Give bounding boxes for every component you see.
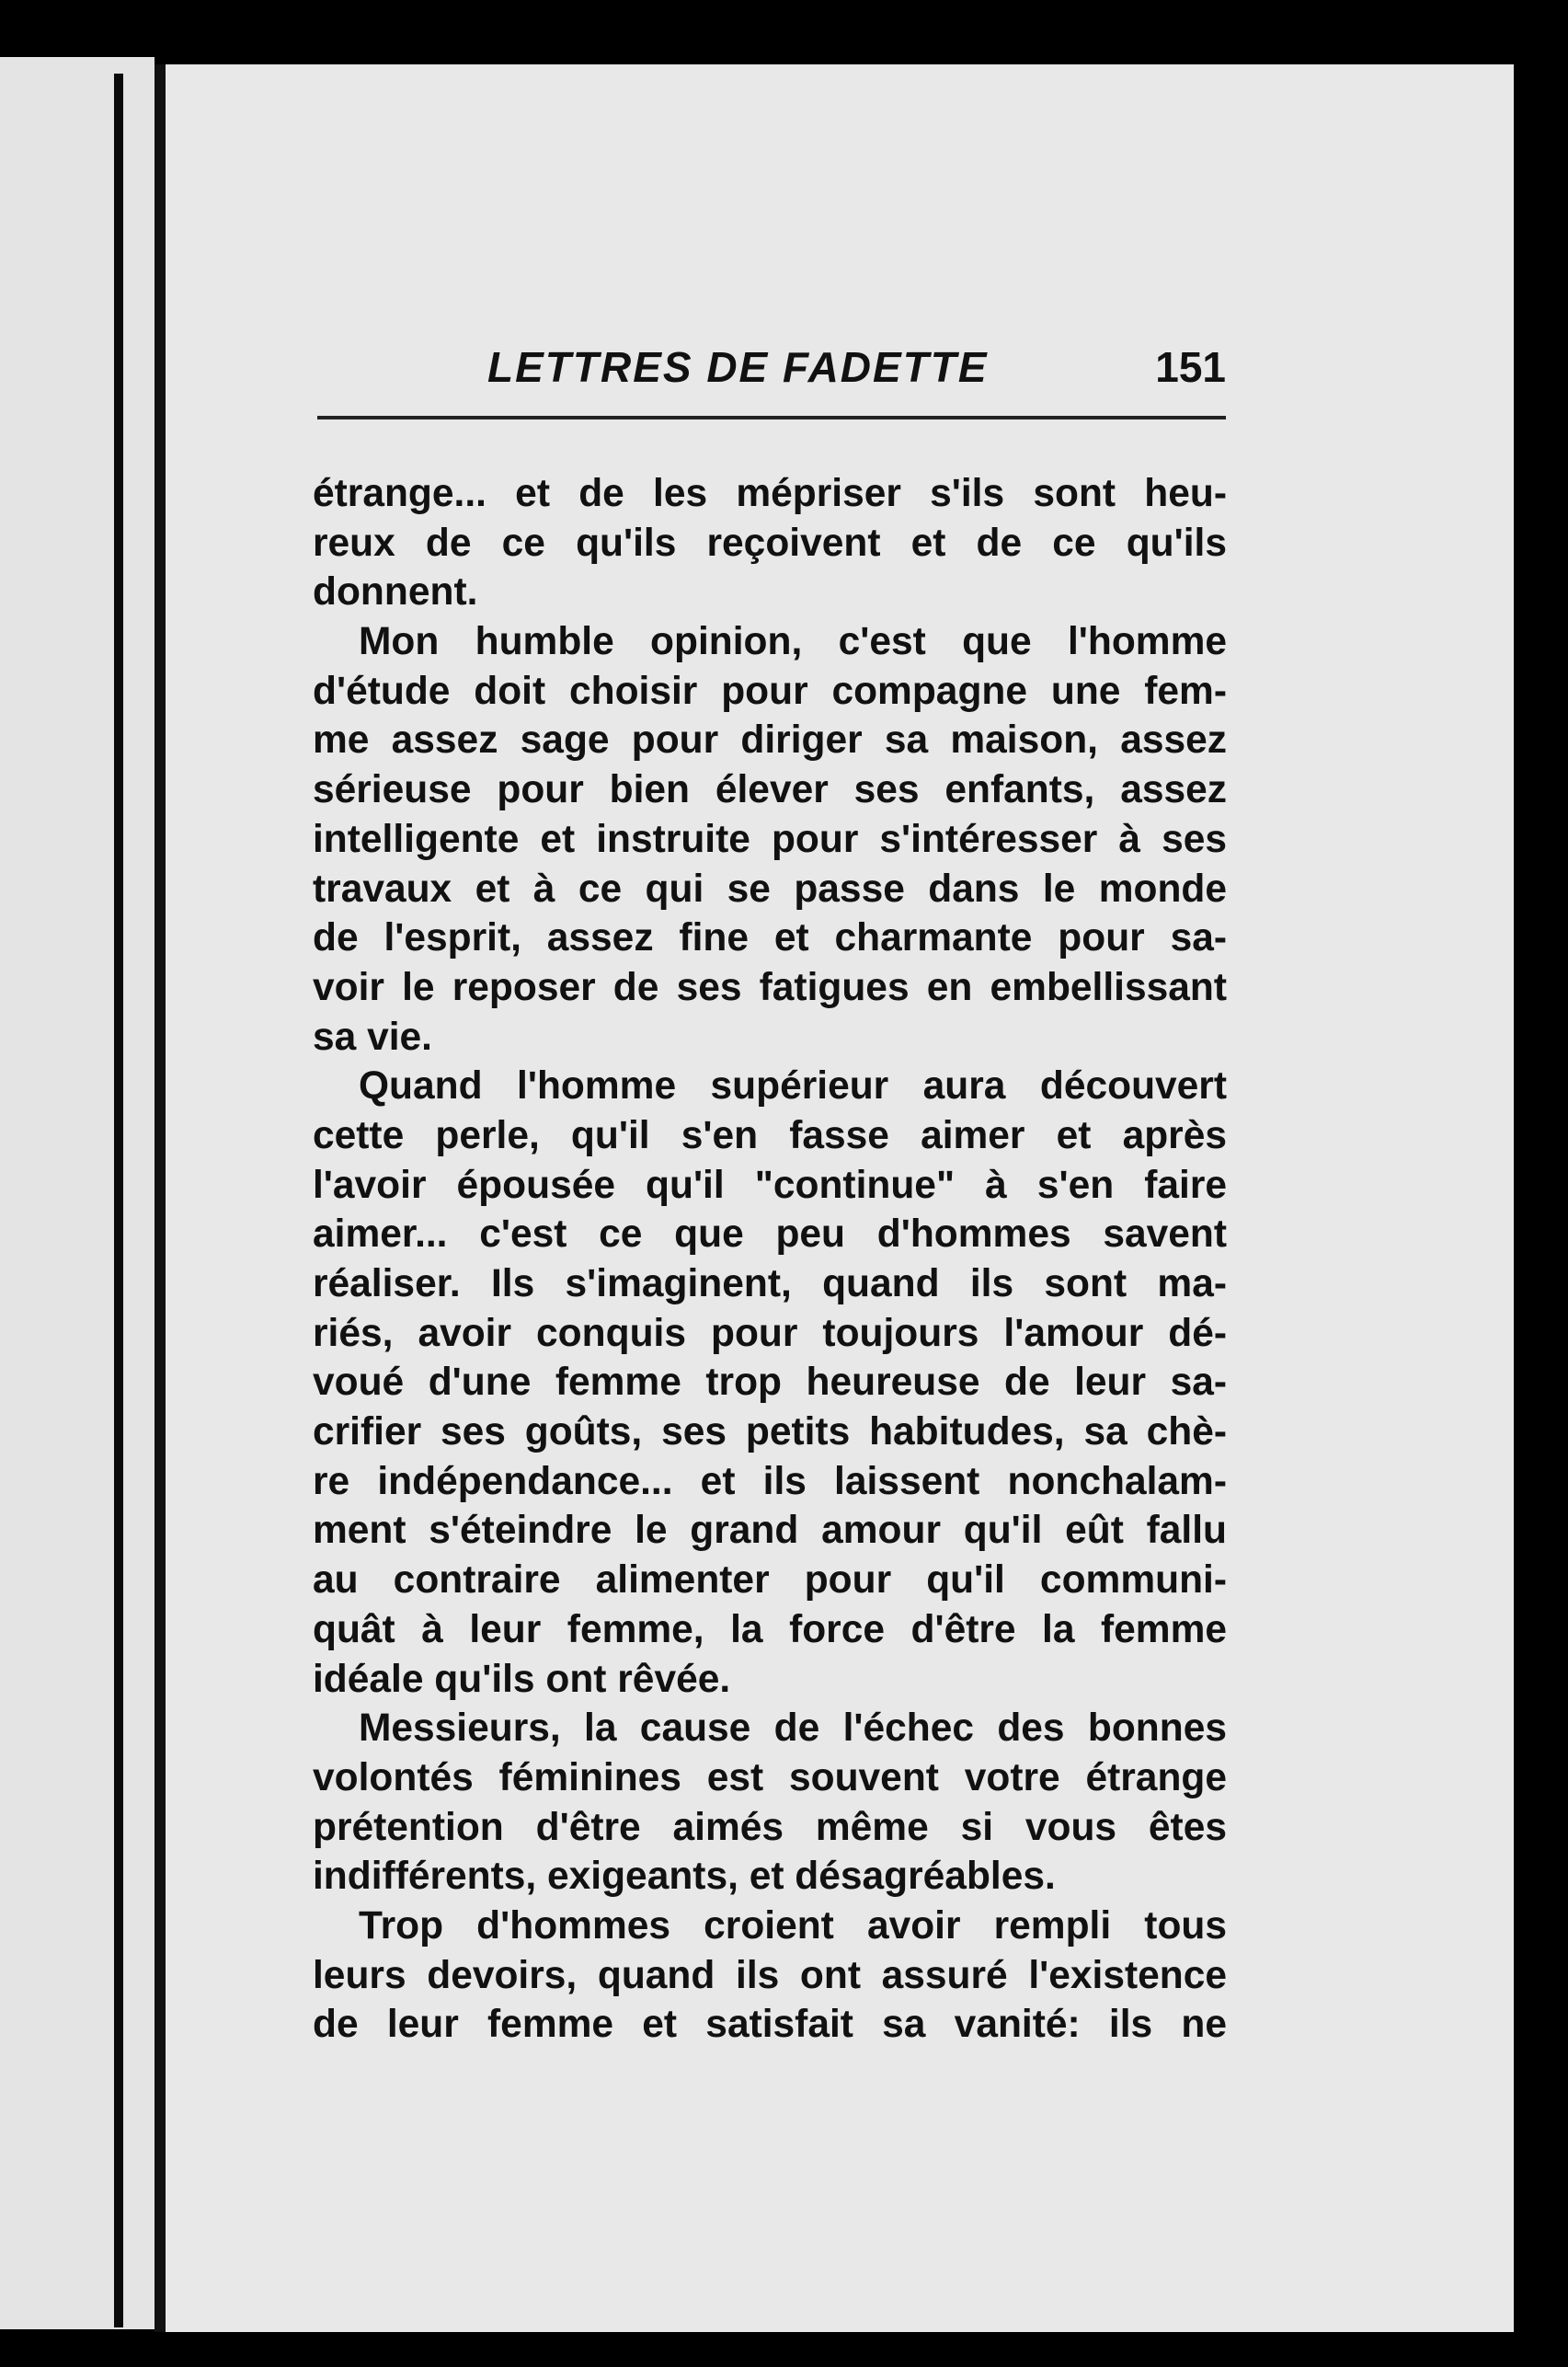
text-line: aimer... c'est ce que peu d'hommes savent — [313, 1212, 1227, 1257]
text-line: sérieuse pour bien élever ses enfants, assez — [313, 768, 1227, 812]
text-line: Quand l'homme supérieur aura découvert — [359, 1064, 1227, 1109]
text-line: l'avoir épousée qu'il "continue" à s'en faire — [313, 1163, 1227, 1207]
text-line: prétention d'être aimés même si vous êtes — [313, 1805, 1227, 1849]
text-line: étrange... et de les mépriser s'ils sont heu- — [313, 472, 1227, 515]
page-header — [317, 342, 1226, 407]
body-text — [313, 469, 1227, 2050]
text-line: riés, avoir conquis pour toujours l'amour dé- — [313, 1311, 1227, 1355]
text-line: Trop d'hommes croient avoir rempli tous — [359, 1903, 1227, 1948]
facing-page-edge — [0, 57, 155, 2329]
text-line: de l'esprit, assez fine et charmante pour sa- — [313, 916, 1227, 960]
text-line: volontés féminines est souvent votre étrange — [313, 1755, 1227, 1799]
text-line: au contraire alimenter pour qu'il communi- — [313, 1558, 1227, 1603]
text-line: cette perle, qu'il s'en fasse aimer et après — [313, 1113, 1227, 1157]
text-line: indifférents, exigeants, et désagréables. — [313, 1855, 1056, 1899]
text-line: re indépendance... et ils laissent nonchalam- — [313, 1459, 1227, 1503]
text-line: ment s'éteindre le grand amour qu'il eût fallu — [313, 1509, 1227, 1553]
header-rule — [317, 416, 1226, 419]
text-line: me assez sage pour diriger sa maison, assez — [313, 718, 1227, 763]
text-line: travaux et à ce qui se passe dans le monde — [313, 867, 1227, 911]
text-line: voir le reposer de ses fatigues en embellissant — [313, 965, 1227, 1009]
text-line: réaliser. Ils s'imaginent, quand ils sont ma- — [313, 1262, 1227, 1305]
text-line: Messieurs, la cause de l'échec des bonnes — [359, 1706, 1227, 1751]
scan-speck — [1260, 29, 1267, 37]
page-number: 151 — [1155, 343, 1226, 391]
running-title: LETTRES DE FADETTE — [487, 343, 989, 391]
page-binding-edge — [155, 64, 166, 2332]
text-line: donnent. — [313, 570, 478, 615]
text-line: de leur femme et satisfait sa vanité: ils ne — [313, 2003, 1227, 2047]
text-line: idéale qu'ils ont rêvée. — [313, 1657, 731, 1701]
scan-speck — [1002, 17, 1012, 28]
text-line: sa vie. — [313, 1015, 432, 1059]
text-line: leurs devoirs, quand ils ont assuré l'existence — [313, 1953, 1227, 1997]
text-line: reux de ce qu'ils reçoivent et de ce qu'ils — [313, 521, 1227, 565]
book-gutter-shadow — [114, 74, 123, 2327]
text-line: quât à leur femme, la force d'être la femme — [313, 1607, 1227, 1651]
text-line: d'étude doit choisir pour compagne une fem- — [313, 669, 1227, 713]
text-line: crifier ses goûts, ses petits habitudes, sa chè- — [313, 1410, 1227, 1454]
text-line: intelligente et instruite pour s'intéresser à ses — [313, 817, 1227, 861]
text-line: voué d'une femme trop heureuse de leur sa- — [313, 1361, 1227, 1405]
text-line: Mon humble opinion, c'est que l'homme — [359, 620, 1227, 664]
